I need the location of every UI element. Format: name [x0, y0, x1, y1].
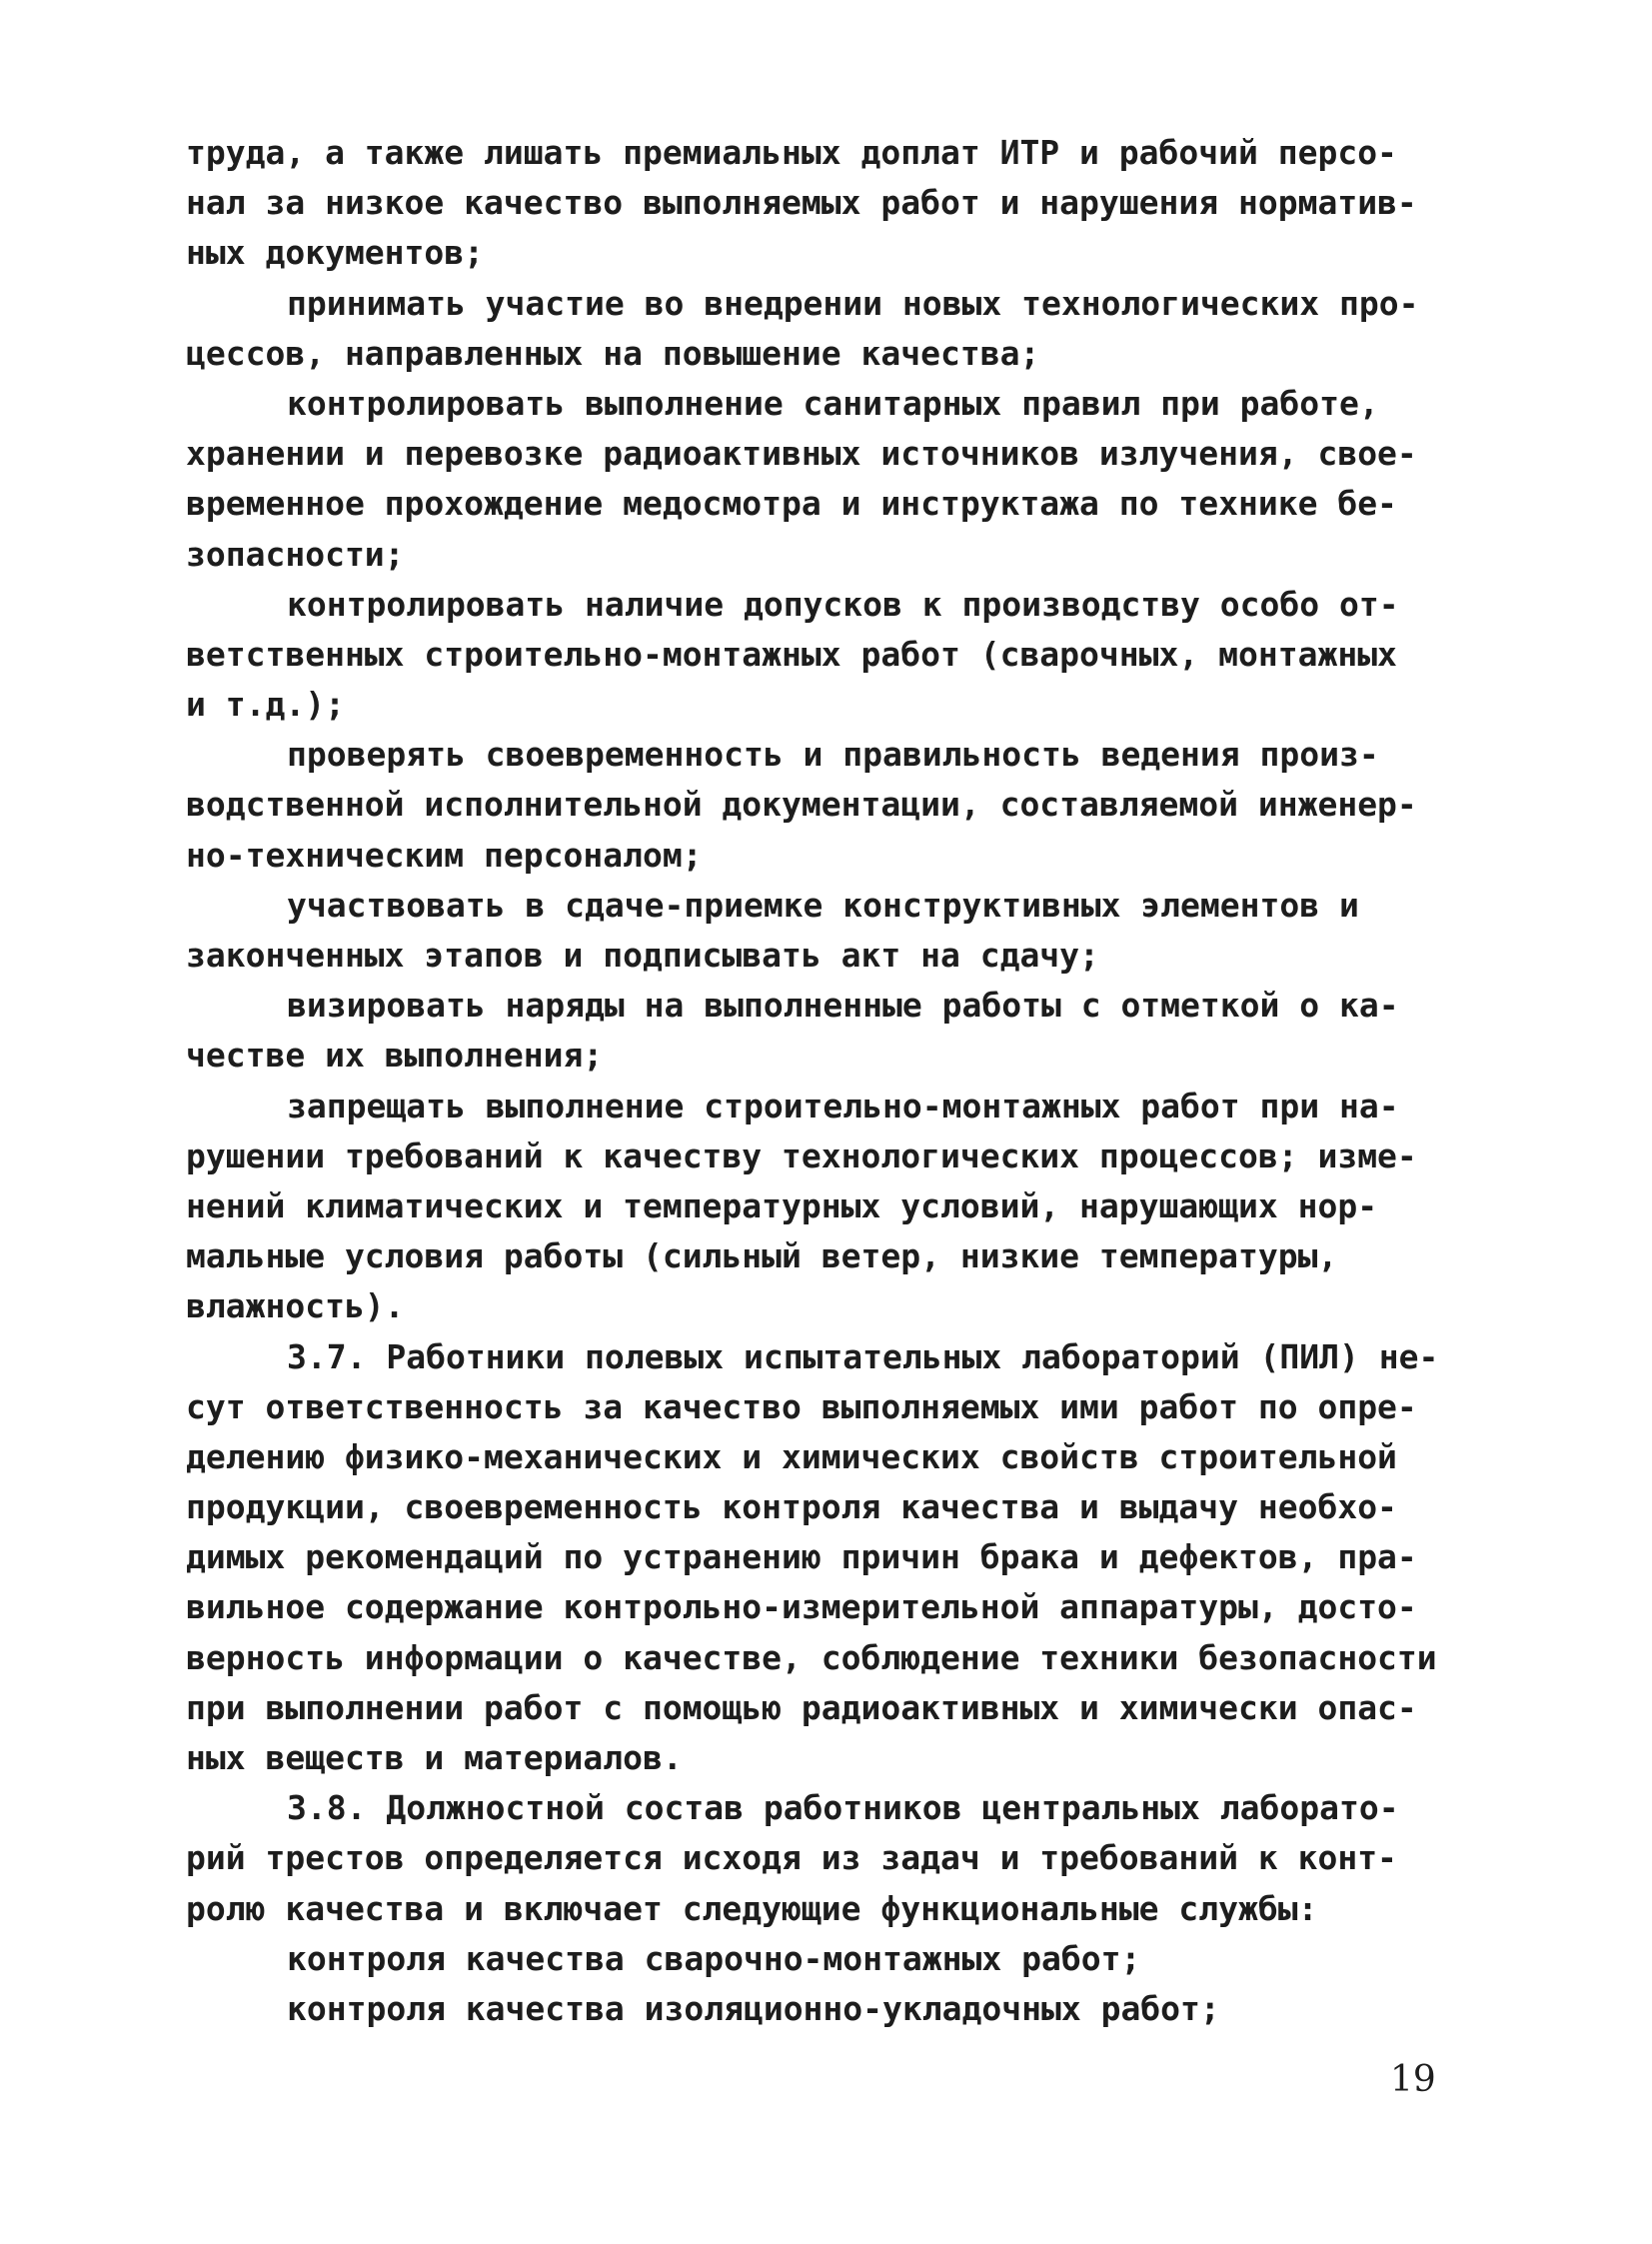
text-line: запрещать выполнение строительно-монтажных работ при на-: [287, 1086, 1399, 1125]
text-line: законченных этапов и подписывать акт на сдачу;: [186, 936, 1099, 975]
text-line: зопасности;: [186, 534, 405, 574]
text-line: проверять своевременность и правильность ведения произ-: [287, 735, 1379, 775]
text-line: делению физико-механических и химических свойств строительной: [186, 1436, 1397, 1476]
text-line: 3.8. Должностной состав работников центральных лаборато-: [287, 1788, 1399, 1828]
page-number: 19: [1390, 2059, 1436, 2100]
text-line: димых рекомендаций по устранению причин брака и дефектов, пра-: [186, 1537, 1417, 1577]
text-line: хранении и перевозке радиоактивных источников излучения, свое-: [186, 434, 1417, 474]
text-line: ных веществ и материалов.: [186, 1738, 683, 1777]
text-line: ных документов;: [186, 233, 485, 273]
text-line: ветственных строительно-монтажных работ (сварочных, монтажных: [186, 634, 1397, 674]
body-text: [186, 128, 1485, 2034]
text-line: вильное содержание контрольно-измерительной аппаратуры, досто-: [186, 1587, 1417, 1627]
text-line: нений климатических и температурных условий, нарушающих нор-: [186, 1185, 1378, 1225]
text-line: 3.7. Работники полевых испытательных лабораторий (ПИЛ) не-: [287, 1336, 1439, 1376]
text-line: нал за низкое качество выполняемых работ и нарушения норматив-: [186, 183, 1417, 223]
text-line: временное прохождение медосмотра и инструктажа по технике бе-: [186, 484, 1397, 524]
text-line: рушении требований к качеству технологических процессов; изме-: [186, 1135, 1417, 1175]
text-line: верность информации о качестве, соблюдение техники безопасности: [186, 1637, 1437, 1677]
text-line: мальные условия работы (сильный ветер, низкие температуры,: [186, 1236, 1338, 1276]
text-line: контроля качества сварочно-монтажных работ;: [287, 1938, 1141, 1978]
text-line: ролю качества и включает следующие функциональные службы:: [186, 1888, 1318, 1928]
text-line: визировать наряды на выполненные работы с отметкой о ка-: [287, 986, 1399, 1026]
text-line: контроля качества изоляционно-укладочных работ;: [287, 1988, 1220, 2028]
text-line: честве их выполнения;: [186, 1036, 604, 1076]
text-line: цессов, направленных на повышение качества;: [186, 333, 1040, 373]
text-line: влажность).: [186, 1286, 405, 1326]
text-line: труда, а также лишать премиальных доплат ИТР и рабочий персо-: [186, 133, 1397, 172]
text-line: участвовать в сдаче-приемке конструктивных элементов и: [287, 885, 1359, 925]
text-line: контролировать выполнение санитарных правил при работе,: [287, 383, 1379, 423]
text-line: продукции, своевременность контроля качества и выдачу необхо-: [186, 1487, 1397, 1527]
text-line: сут ответственность за качество выполняемых ими работ по опре-: [186, 1386, 1417, 1426]
text-line: при выполнении работ с помощью радиоактивных и химически опас-: [186, 1687, 1417, 1727]
text-line: но-техническим персоналом;: [186, 835, 703, 875]
text-line: рий трестов определяется исходя из задач и требований к конт-: [186, 1838, 1397, 1878]
text-line: и т.д.);: [186, 685, 345, 725]
text-line: принимать участие во внедрении новых технологических про-: [287, 283, 1419, 323]
text-line: водственной исполнительной документации, составляемой инженер-: [186, 785, 1417, 825]
text-line: контролировать наличие допусков к производству особо от-: [287, 584, 1399, 624]
